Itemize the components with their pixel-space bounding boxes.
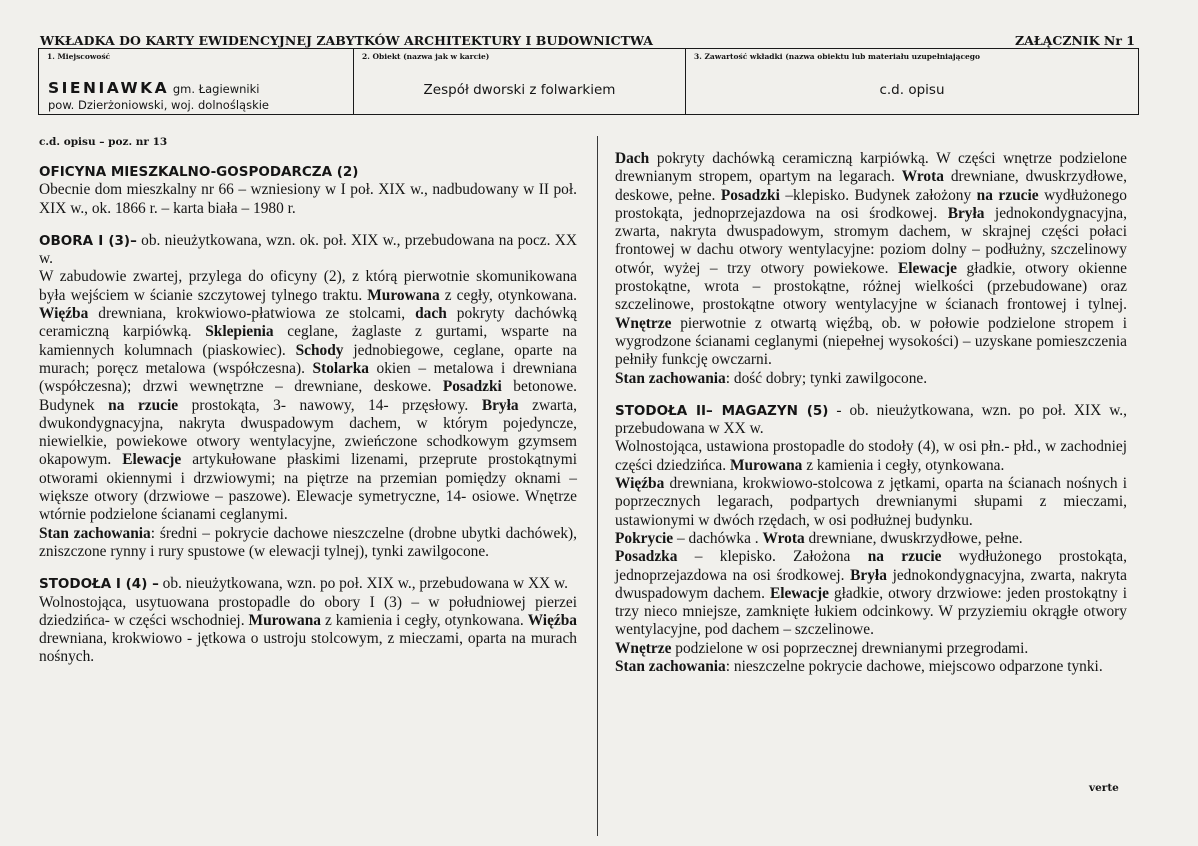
text-run: jednobiegowe, ceglane, oparte na murach; poręcz metalowa (współczesna).: [39, 341, 577, 377]
keyword: Bryła: [481, 396, 519, 414]
section-heading: OBORA I (3)–: [39, 232, 137, 249]
keyword: Więźba: [527, 611, 577, 629]
section-heading: OFICYNA MIESZKALNO-GOSPODARCZA (2): [39, 164, 359, 180]
text-run: pokryty dachówką ceramiczną karpiówką. W części wnętrze podzielone drewnianym stropem, opartym na legarach.: [615, 150, 1127, 186]
text-run: drewniana, krokwiowo-stolcowa z jętkami, oparta na ścianach nośnych i poprzecznych legarach, podpartych drewnianymi słupami z mieczami, ustawionymi w dwóch rzędach, w osi podłużnej budynku.: [615, 475, 1127, 529]
keyword: dach: [415, 305, 447, 323]
keyword: Schody: [295, 341, 344, 359]
keyword: Murowana: [367, 286, 440, 304]
text-run: wydłużonego prostokąta, jednoprzejazdowa na osi środkowej.: [615, 548, 1127, 584]
keyword: Wnętrze: [615, 314, 672, 332]
header-table: [38, 48, 1139, 115]
keyword: na rzucie: [976, 186, 1039, 204]
keyword: na rzucie: [867, 548, 942, 566]
text-run: prostokąta, 3- nawowy, 14- przęsłowy.: [178, 396, 482, 414]
text-run: gładkie, otwory drzwiowe: jeden prostokątny i trzy nieco mniejsze, zamknięte łukiem odcinkowy. W przyziemiu okrągłe otwory wentylacyjne, pod dachem – szczelinowe.: [615, 584, 1127, 639]
text-run: – klepisko. Założona: [677, 548, 868, 566]
locality-commune: gm. Łagiewniki: [169, 82, 260, 96]
content-label: 3. Zawartość wkładki (nazwa obiektu lub materiału uzupełniającego: [694, 52, 981, 61]
keyword: Posadzki: [720, 186, 780, 204]
content-cell: [686, 49, 1138, 114]
text-run: drewniane, dwuskrzydłowe, deskowe, pełne.: [615, 168, 1127, 204]
locality-name: SIENIAWKA: [48, 79, 170, 97]
section-text: Obecnie dom mieszkalny nr 66 – wzniesiony w I poł. XIX w., nadbudowany w II poł. XIX w., ok. 1866 r. – karta biała – 1980 r.: [39, 181, 577, 217]
content-value: c.d. opisu: [879, 82, 945, 98]
text-run: : dość dobry; tynki zawilgocone.: [725, 369, 928, 387]
keyword: Stan zachowania: [615, 369, 726, 387]
text-run: z kamienia i cegły, otynkowana.: [320, 611, 528, 629]
text-run: – dachówka .: [673, 529, 763, 547]
text-run: podzielone w osi poprzecznej drewnianymi przegrodami.: [671, 639, 1029, 657]
locality-cell: [39, 49, 354, 114]
keyword: Stolarka: [312, 359, 369, 377]
text-run: ceglane, żaglaste z gurtami, wsparte na kamiennych kolumnach (piaskowiec).: [39, 323, 577, 359]
text-run: drewniana, krokwiowo-płatwiowa ze stolcami,: [88, 305, 416, 323]
section-heading: STODOŁA II– MAGAZYN (5): [615, 402, 829, 419]
section-heading: STODOŁA I (4) –: [39, 576, 159, 593]
keyword: Murowana: [248, 611, 321, 629]
keyword: Bryła: [947, 204, 985, 222]
object-label: 2. Obiekt (nazwa jak w karcie): [362, 52, 490, 61]
locality-label: 1. Miejscowość: [47, 52, 111, 61]
text-run: artykułowane płaskimi lizenami, przeprute prostokątnymi otworami okiennymi i drzwiowymi; na piętrze na przemian pomiędzy oknami – większe otwory (drzwiowe – paszowe). Elewacje symetryczne, 14- osiowe. Wnętrze wtórnie podzielone ścianami ceglanymi.: [39, 451, 577, 524]
column-divider: [597, 136, 598, 836]
section-dating: - ob. nieużytkowana, wzn. po poł. XIX w., przebudowana w XX w.: [615, 401, 1128, 438]
keyword: Elewacje: [122, 451, 182, 469]
text-run: wydłużonego prostokąta, jednoprzejazdowa na osi środkowej.: [615, 186, 1127, 222]
text-run: : nieszczelne pokrycie dachowe, miejscowo odparzone tynki.: [725, 658, 1103, 676]
keyword: Więźba: [615, 475, 665, 493]
keyword: Posadzka: [615, 548, 678, 566]
keyword: Wnętrze: [615, 639, 672, 657]
text-run: pokryty dachówką ceramiczną karpiówką.: [39, 305, 577, 341]
text-run: jednokondygnacyjna, zwarta, nakryta dwuspadowym dachem.: [615, 566, 1127, 602]
text-run: betonowe. Budynek: [39, 378, 577, 414]
text-run: gładkie, otwory okienne prostokątne, wrota – prostokątne, różnej wielkości (przebudowane) oraz szczelinowe, prostokątne otwory wentylacyjne w ścianach frontowej i tylnej.: [615, 259, 1127, 314]
text-run: z cegły, otynkowana.: [439, 286, 577, 304]
text-run: W zabudowie zwartej, przylega do oficyny (2), z którą pierwotnie skomunikowana była wejściem w ścianie szczytowej tylnego traktu.: [39, 268, 577, 304]
right-column: [615, 150, 1127, 690]
section-text: [39, 594, 577, 667]
section-intro: [39, 575, 577, 593]
keyword: Pokrycie: [615, 529, 674, 547]
section-stodola-1: [39, 575, 577, 666]
locality-value: [48, 78, 259, 97]
text-run: drewniana, krokwiowo - jętkowa o ustroju stolcowym, z mieczami, oparta na murach nośnych.: [39, 630, 577, 666]
attachment-number: ZAŁĄCZNIK Nr 1: [1014, 33, 1135, 48]
object-value: Zespół dworski z folwarkiem: [423, 82, 616, 98]
verte-note: verte: [1089, 782, 1119, 794]
section-dating: ob. nieużytkowana, wzn. ok. poł. XIX w., przebudowana na pocz. XX w.: [39, 231, 577, 268]
object-cell: [354, 49, 686, 114]
section-intro: [39, 232, 577, 269]
left-column: [39, 135, 577, 681]
section-text: [39, 268, 577, 561]
keyword: Murowana: [729, 456, 803, 474]
keyword: Elewacje: [769, 584, 829, 602]
text-run: z kamienia i cegły, otynkowana.: [802, 456, 1005, 474]
keyword: na rzucie: [108, 396, 179, 414]
section-obora: [39, 232, 577, 561]
section-intro: [615, 402, 1127, 439]
keyword: Wrota: [762, 529, 805, 547]
locality-district: pow. Dzierżoniowski, woj. dolnośląskie: [48, 98, 269, 112]
text-run: drewniane, dwuskrzydłowe, pełne.: [804, 529, 1023, 547]
text-run: –klepisko. Budynek założony: [779, 186, 977, 204]
text-run: zwarta, dwukondygnacyjna, nakryta dwuspadowym dachem, w którym pojedyncze, niewielkie, powiekowe otwory wentylacyjne, zwieńczone schodkowym gzymsem okapowym.: [39, 396, 578, 469]
text-run: Wolnostojąca, ustawiona prostopadle do stodoły (4), w osi płn.- płd., w zachodniej części dziedzińca.: [615, 438, 1127, 474]
section-dating: ob. nieużytkowana, wzn. po poł. XIX w., przebudowana w XX w.: [158, 575, 568, 593]
text-run: : średni – pokrycie dachowe nieszczelne (drobne ubytki dachówek), zniszczone rynny i rury spustowe (w elewacji tylnej), tynki zawilgocone.: [39, 524, 577, 560]
form-title: WKŁADKA DO KARTY EWIDENCYJNEJ ZABYTKÓW ARCHITEKTURY I BUDOWNICTWA: [40, 33, 654, 48]
section-oficyna: [39, 163, 577, 218]
section-stodola-2: [615, 402, 1127, 676]
keyword: Więźba: [39, 305, 89, 323]
keyword: Stan zachowania: [39, 524, 151, 542]
text-run: pierwotnie z otwartą więźbą, ob. w połowie podzielone stropem i wygrodzone ścianami ceglanymi (niepełnej wysokości) – uzyskane pomieszczenia pełniły funkcję owczarni.: [615, 314, 1127, 369]
keyword: Bryła: [850, 566, 887, 584]
section-stodola-1-cont: [615, 150, 1127, 388]
keyword: Posadzki: [442, 378, 502, 396]
keyword: Sklepienia: [205, 323, 274, 341]
keyword: Wrota: [901, 168, 944, 186]
section-text: [615, 150, 1127, 388]
text-run: Wolnostojąca, usytuowana prostopadle do obory I (3) – w południowej pierzei dziedzińca- w części wschodniej.: [39, 593, 577, 629]
section-text: [615, 438, 1127, 676]
text-run: okien – metalowa i drewniana (współczesna); drzwi wewnętrzne – drewniane, deskowe.: [39, 359, 578, 396]
keyword: Dach: [615, 150, 650, 167]
text-run: jednokondygnacyjna, zwarta, nakryta dwuspadowym, stromym dachem, w skrajnej części połaci frontowej w dachu otwory wentylacyjne: poziom dolny – podłużny, szczelinowy otwór, wyżej – trzy otwory powiekowe.: [615, 204, 1127, 277]
keyword: Elewacje: [898, 259, 957, 277]
keyword: Stan zachowania: [615, 658, 726, 676]
continuation-label: c.d. opisu – poz. nr 13: [39, 136, 168, 148]
